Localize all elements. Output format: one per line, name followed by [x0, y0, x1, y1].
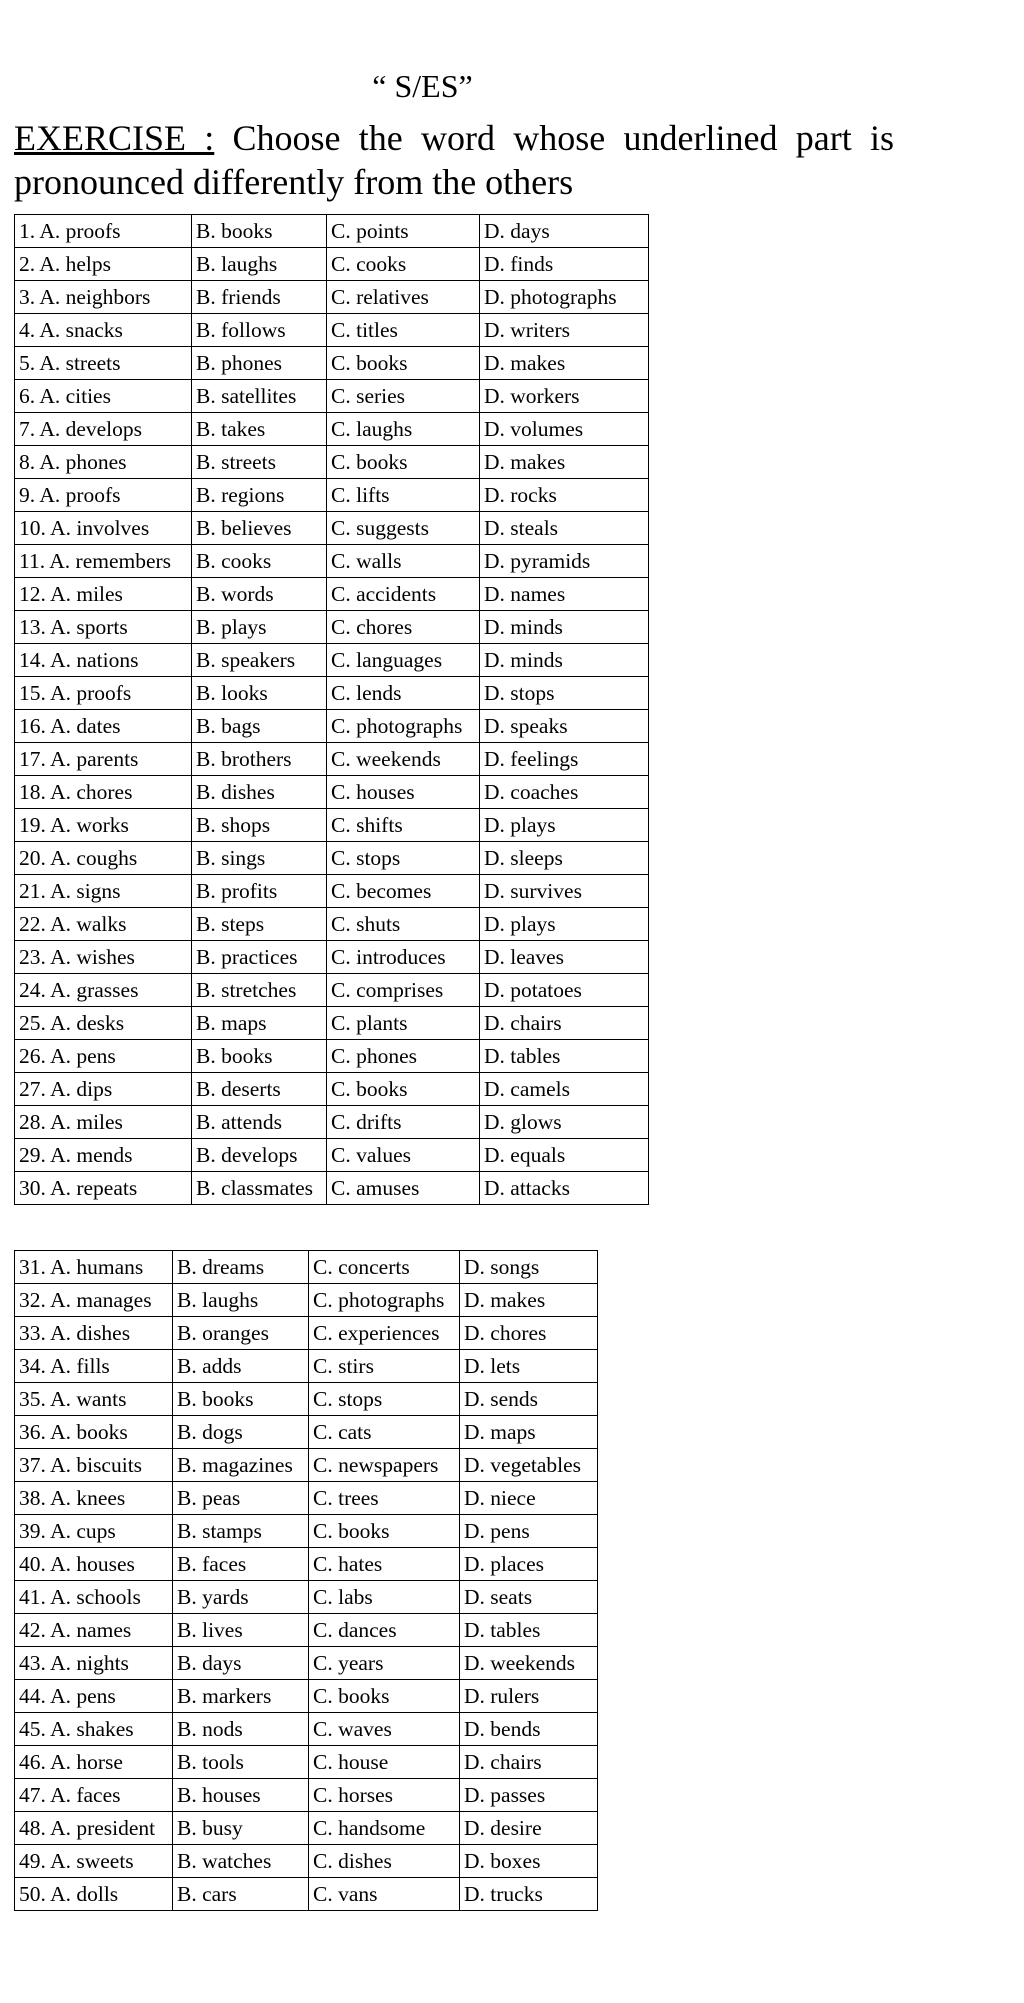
- option-d: D. seats: [460, 1581, 598, 1614]
- option-d: D. glows: [480, 1106, 649, 1139]
- option-c: C. drifts: [327, 1106, 480, 1139]
- option-a: 6. A. cities: [15, 380, 192, 413]
- table-row: [15, 1581, 598, 1614]
- option-d: D. makes: [480, 347, 649, 380]
- option-d: D. chores: [460, 1317, 598, 1350]
- page-title: “ S/ES”: [372, 68, 473, 104]
- option-d: D. niece: [460, 1482, 598, 1515]
- option-b: B. shops: [192, 809, 327, 842]
- option-d: D. chairs: [480, 1007, 649, 1040]
- option-a: 7. A. develops: [15, 413, 192, 446]
- table-row: [15, 248, 649, 281]
- option-d: D. writers: [480, 314, 649, 347]
- table-row: [15, 512, 649, 545]
- table-row: [15, 875, 649, 908]
- instruction-text: Choose the word whose underlined part is pronounced differently from the others: [14, 118, 894, 202]
- table-row: [15, 1284, 598, 1317]
- table-row: [15, 941, 649, 974]
- option-a: 48. A. president: [15, 1812, 173, 1845]
- option-d: D. sleeps: [480, 842, 649, 875]
- option-a: 36. A. books: [15, 1416, 173, 1449]
- exercise-table-1-body: [15, 215, 649, 1205]
- option-c: C. experiences: [309, 1317, 460, 1350]
- option-a: 14. A. nations: [15, 644, 192, 677]
- option-b: B. brothers: [192, 743, 327, 776]
- option-a: 18. A. chores: [15, 776, 192, 809]
- option-c: C. suggests: [327, 512, 480, 545]
- option-c: C. walls: [327, 545, 480, 578]
- table-row: [15, 413, 649, 446]
- option-d: D. pyramids: [480, 545, 649, 578]
- option-a: 19. A. works: [15, 809, 192, 842]
- option-b: B. develops: [192, 1139, 327, 1172]
- option-d: D. steals: [480, 512, 649, 545]
- option-c: C. languages: [327, 644, 480, 677]
- option-c: C. lifts: [327, 479, 480, 512]
- option-d: D. makes: [460, 1284, 598, 1317]
- option-d: D. bends: [460, 1713, 598, 1746]
- option-a: 5. A. streets: [15, 347, 192, 380]
- option-b: B. busy: [173, 1812, 309, 1845]
- option-b: B. words: [192, 578, 327, 611]
- option-a: 26. A. pens: [15, 1040, 192, 1073]
- option-d: D. feelings: [480, 743, 649, 776]
- option-d: D. finds: [480, 248, 649, 281]
- option-b: B. sings: [192, 842, 327, 875]
- option-a: 12. A. miles: [15, 578, 192, 611]
- option-b: B. books: [192, 215, 327, 248]
- option-c: C. trees: [309, 1482, 460, 1515]
- table-row: [15, 1515, 598, 1548]
- table-row: [15, 1845, 598, 1878]
- table-row: [15, 281, 649, 314]
- option-c: C. weekends: [327, 743, 480, 776]
- table-row: [15, 215, 649, 248]
- option-b: B. believes: [192, 512, 327, 545]
- option-c: C. houses: [327, 776, 480, 809]
- option-b: B. laughs: [192, 248, 327, 281]
- table-row: [15, 1713, 598, 1746]
- option-c: C. years: [309, 1647, 460, 1680]
- table-row: [15, 710, 649, 743]
- option-c: C. laughs: [327, 413, 480, 446]
- option-b: B. dreams: [173, 1251, 309, 1284]
- option-a: 35. A. wants: [15, 1383, 173, 1416]
- option-a: 45. A. shakes: [15, 1713, 173, 1746]
- option-d: D. makes: [480, 446, 649, 479]
- table-row: [15, 1680, 598, 1713]
- option-d: D. stops: [480, 677, 649, 710]
- table-row: [15, 809, 649, 842]
- option-d: D. places: [460, 1548, 598, 1581]
- option-d: D. volumes: [480, 413, 649, 446]
- table-row: [15, 611, 649, 644]
- option-c: C. becomes: [327, 875, 480, 908]
- table-row: [15, 1779, 598, 1812]
- option-b: B. magazines: [173, 1449, 309, 1482]
- table-row: [15, 1482, 598, 1515]
- option-c: C. concerts: [309, 1251, 460, 1284]
- option-b: B. profits: [192, 875, 327, 908]
- table-row: [15, 578, 649, 611]
- option-b: B. streets: [192, 446, 327, 479]
- option-d: D. survives: [480, 875, 649, 908]
- table-row: [15, 1073, 649, 1106]
- option-d: D. desire: [460, 1812, 598, 1845]
- option-a: 46. A. horse: [15, 1746, 173, 1779]
- option-a: 27. A. dips: [15, 1073, 192, 1106]
- option-a: 15. A. proofs: [15, 677, 192, 710]
- option-b: B. faces: [173, 1548, 309, 1581]
- option-b: B. attends: [192, 1106, 327, 1139]
- option-d: D. camels: [480, 1073, 649, 1106]
- option-b: B. stretches: [192, 974, 327, 1007]
- table-row: [15, 1812, 598, 1845]
- option-d: D. equals: [480, 1139, 649, 1172]
- option-d: D. lets: [460, 1350, 598, 1383]
- option-a: 41. A. schools: [15, 1581, 173, 1614]
- option-c: C. points: [327, 215, 480, 248]
- option-a: 8. A. phones: [15, 446, 192, 479]
- option-a: 22. A. walks: [15, 908, 192, 941]
- option-d: D. plays: [480, 809, 649, 842]
- table-row: [15, 1548, 598, 1581]
- option-c: C. horses: [309, 1779, 460, 1812]
- option-a: 49. A. sweets: [15, 1845, 173, 1878]
- table-row: [15, 1878, 598, 1911]
- option-a: 11. A. remembers: [15, 545, 192, 578]
- option-c: C. books: [327, 1073, 480, 1106]
- option-c: C. labs: [309, 1581, 460, 1614]
- table-row: [15, 1647, 598, 1680]
- option-a: 16. A. dates: [15, 710, 192, 743]
- option-d: D. speaks: [480, 710, 649, 743]
- option-b: B. markers: [173, 1680, 309, 1713]
- table-row: [15, 1040, 649, 1073]
- option-d: D. boxes: [460, 1845, 598, 1878]
- option-c: C. stops: [327, 842, 480, 875]
- table-row: [15, 380, 649, 413]
- option-c: C. books: [327, 347, 480, 380]
- option-a: 2. A. helps: [15, 248, 192, 281]
- option-b: B. peas: [173, 1482, 309, 1515]
- table-row: [15, 644, 649, 677]
- table-row: [15, 545, 649, 578]
- option-c: C. comprises: [327, 974, 480, 1007]
- table-row: [15, 347, 649, 380]
- option-d: D. vegetables: [460, 1449, 598, 1482]
- option-b: B. watches: [173, 1845, 309, 1878]
- option-a: 10. A. involves: [15, 512, 192, 545]
- table-row: [15, 1449, 598, 1482]
- table-row: [15, 479, 649, 512]
- option-d: D. names: [480, 578, 649, 611]
- option-d: D. attacks: [480, 1172, 649, 1205]
- option-d: D. songs: [460, 1251, 598, 1284]
- instruction: [14, 116, 894, 204]
- option-b: B. nods: [173, 1713, 309, 1746]
- option-d: D. tables: [460, 1614, 598, 1647]
- option-b: B. friends: [192, 281, 327, 314]
- option-c: C. relatives: [327, 281, 480, 314]
- option-b: B. dogs: [173, 1416, 309, 1449]
- option-d: D. potatoes: [480, 974, 649, 1007]
- option-d: D. leaves: [480, 941, 649, 974]
- option-a: 30. A. repeats: [15, 1172, 192, 1205]
- option-b: B. speakers: [192, 644, 327, 677]
- table-row: [15, 1317, 598, 1350]
- option-c: C. lends: [327, 677, 480, 710]
- table-row: [15, 677, 649, 710]
- option-b: B. books: [192, 1040, 327, 1073]
- option-c: C. stirs: [309, 1350, 460, 1383]
- option-a: 29. A. mends: [15, 1139, 192, 1172]
- table-row: [15, 974, 649, 1007]
- option-b: B. follows: [192, 314, 327, 347]
- table-row: [15, 1746, 598, 1779]
- option-c: C. waves: [309, 1713, 460, 1746]
- option-b: B. satellites: [192, 380, 327, 413]
- option-c: C. shifts: [327, 809, 480, 842]
- option-c: C. cooks: [327, 248, 480, 281]
- option-b: B. cars: [173, 1878, 309, 1911]
- option-b: B. stamps: [173, 1515, 309, 1548]
- option-a: 42. A. names: [15, 1614, 173, 1647]
- option-d: D. photographs: [480, 281, 649, 314]
- option-c: C. dishes: [309, 1845, 460, 1878]
- option-a: 28. A. miles: [15, 1106, 192, 1139]
- option-b: B. yards: [173, 1581, 309, 1614]
- option-b: B. regions: [192, 479, 327, 512]
- option-c: C. books: [309, 1515, 460, 1548]
- option-c: C. books: [309, 1680, 460, 1713]
- table-row: [15, 1350, 598, 1383]
- option-c: C. stops: [309, 1383, 460, 1416]
- instruction-lead: EXERCISE :: [14, 118, 215, 158]
- table-row: [15, 1251, 598, 1284]
- table-row: [15, 1416, 598, 1449]
- option-a: 17. A. parents: [15, 743, 192, 776]
- option-d: D. tables: [480, 1040, 649, 1073]
- option-a: 3. A. neighbors: [15, 281, 192, 314]
- option-a: 1. A. proofs: [15, 215, 192, 248]
- option-b: B. lives: [173, 1614, 309, 1647]
- option-c: C. series: [327, 380, 480, 413]
- option-b: B. adds: [173, 1350, 309, 1383]
- table-row: [15, 1007, 649, 1040]
- table-row: [15, 446, 649, 479]
- option-d: D. rulers: [460, 1680, 598, 1713]
- option-c: C. dances: [309, 1614, 460, 1647]
- option-c: C. chores: [327, 611, 480, 644]
- option-a: 20. A. coughs: [15, 842, 192, 875]
- option-b: B. takes: [192, 413, 327, 446]
- option-b: B. steps: [192, 908, 327, 941]
- option-d: D. pens: [460, 1515, 598, 1548]
- option-b: B. cooks: [192, 545, 327, 578]
- option-a: 50. A. dolls: [15, 1878, 173, 1911]
- option-d: D. weekends: [460, 1647, 598, 1680]
- option-b: B. dishes: [192, 776, 327, 809]
- table-row: [15, 908, 649, 941]
- option-d: D. sends: [460, 1383, 598, 1416]
- option-b: B. oranges: [173, 1317, 309, 1350]
- option-a: 24. A. grasses: [15, 974, 192, 1007]
- option-a: 9. A. proofs: [15, 479, 192, 512]
- option-a: 43. A. nights: [15, 1647, 173, 1680]
- option-b: B. phones: [192, 347, 327, 380]
- option-b: B. looks: [192, 677, 327, 710]
- option-c: C. plants: [327, 1007, 480, 1040]
- option-a: 33. A. dishes: [15, 1317, 173, 1350]
- option-c: C. vans: [309, 1878, 460, 1911]
- option-c: C. accidents: [327, 578, 480, 611]
- option-d: D. plays: [480, 908, 649, 941]
- table-row: [15, 1172, 649, 1205]
- table-row: [15, 314, 649, 347]
- option-a: 4. A. snacks: [15, 314, 192, 347]
- option-b: B. classmates: [192, 1172, 327, 1205]
- option-d: D. trucks: [460, 1878, 598, 1911]
- option-a: 44. A. pens: [15, 1680, 173, 1713]
- table-row: [15, 1383, 598, 1416]
- exercise-table-2-body: [15, 1251, 598, 1911]
- option-c: C. photographs: [309, 1284, 460, 1317]
- table-row: [15, 743, 649, 776]
- option-b: B. maps: [192, 1007, 327, 1040]
- table-row: [15, 776, 649, 809]
- option-b: B. deserts: [192, 1073, 327, 1106]
- exercise-table-1: [14, 214, 649, 1205]
- option-d: D. days: [480, 215, 649, 248]
- option-a: 40. A. houses: [15, 1548, 173, 1581]
- option-c: C. handsome: [309, 1812, 460, 1845]
- option-a: 34. A. fills: [15, 1350, 173, 1383]
- option-c: C. phones: [327, 1040, 480, 1073]
- option-d: D. chairs: [460, 1746, 598, 1779]
- option-d: D. coaches: [480, 776, 649, 809]
- option-d: D. minds: [480, 644, 649, 677]
- option-d: D. workers: [480, 380, 649, 413]
- option-c: C. introduces: [327, 941, 480, 974]
- option-a: 31. A. humans: [15, 1251, 173, 1284]
- option-b: B. plays: [192, 611, 327, 644]
- option-a: 32. A. manages: [15, 1284, 173, 1317]
- option-c: C. house: [309, 1746, 460, 1779]
- option-d: D. minds: [480, 611, 649, 644]
- option-b: B. books: [173, 1383, 309, 1416]
- option-a: 13. A. sports: [15, 611, 192, 644]
- exercise-table-2: [14, 1250, 598, 1911]
- table-row: [15, 1614, 598, 1647]
- option-a: 39. A. cups: [15, 1515, 173, 1548]
- option-a: 38. A. knees: [15, 1482, 173, 1515]
- table-row: [15, 1139, 649, 1172]
- option-a: 25. A. desks: [15, 1007, 192, 1040]
- option-b: B. tools: [173, 1746, 309, 1779]
- option-c: C. amuses: [327, 1172, 480, 1205]
- option-d: D. maps: [460, 1416, 598, 1449]
- option-b: B. laughs: [173, 1284, 309, 1317]
- option-a: 23. A. wishes: [15, 941, 192, 974]
- option-c: C. photographs: [327, 710, 480, 743]
- option-c: C. values: [327, 1139, 480, 1172]
- table-row: [15, 842, 649, 875]
- option-c: C. newspapers: [309, 1449, 460, 1482]
- option-a: 37. A. biscuits: [15, 1449, 173, 1482]
- option-c: C. shuts: [327, 908, 480, 941]
- option-a: 21. A. signs: [15, 875, 192, 908]
- option-c: C. cats: [309, 1416, 460, 1449]
- table-row: [15, 1106, 649, 1139]
- option-b: B. practices: [192, 941, 327, 974]
- option-c: C. hates: [309, 1548, 460, 1581]
- option-d: D. rocks: [480, 479, 649, 512]
- option-b: B. days: [173, 1647, 309, 1680]
- option-c: C. books: [327, 446, 480, 479]
- option-a: 47. A. faces: [15, 1779, 173, 1812]
- option-b: B. bags: [192, 710, 327, 743]
- option-c: C. titles: [327, 314, 480, 347]
- option-b: B. houses: [173, 1779, 309, 1812]
- option-d: D. passes: [460, 1779, 598, 1812]
